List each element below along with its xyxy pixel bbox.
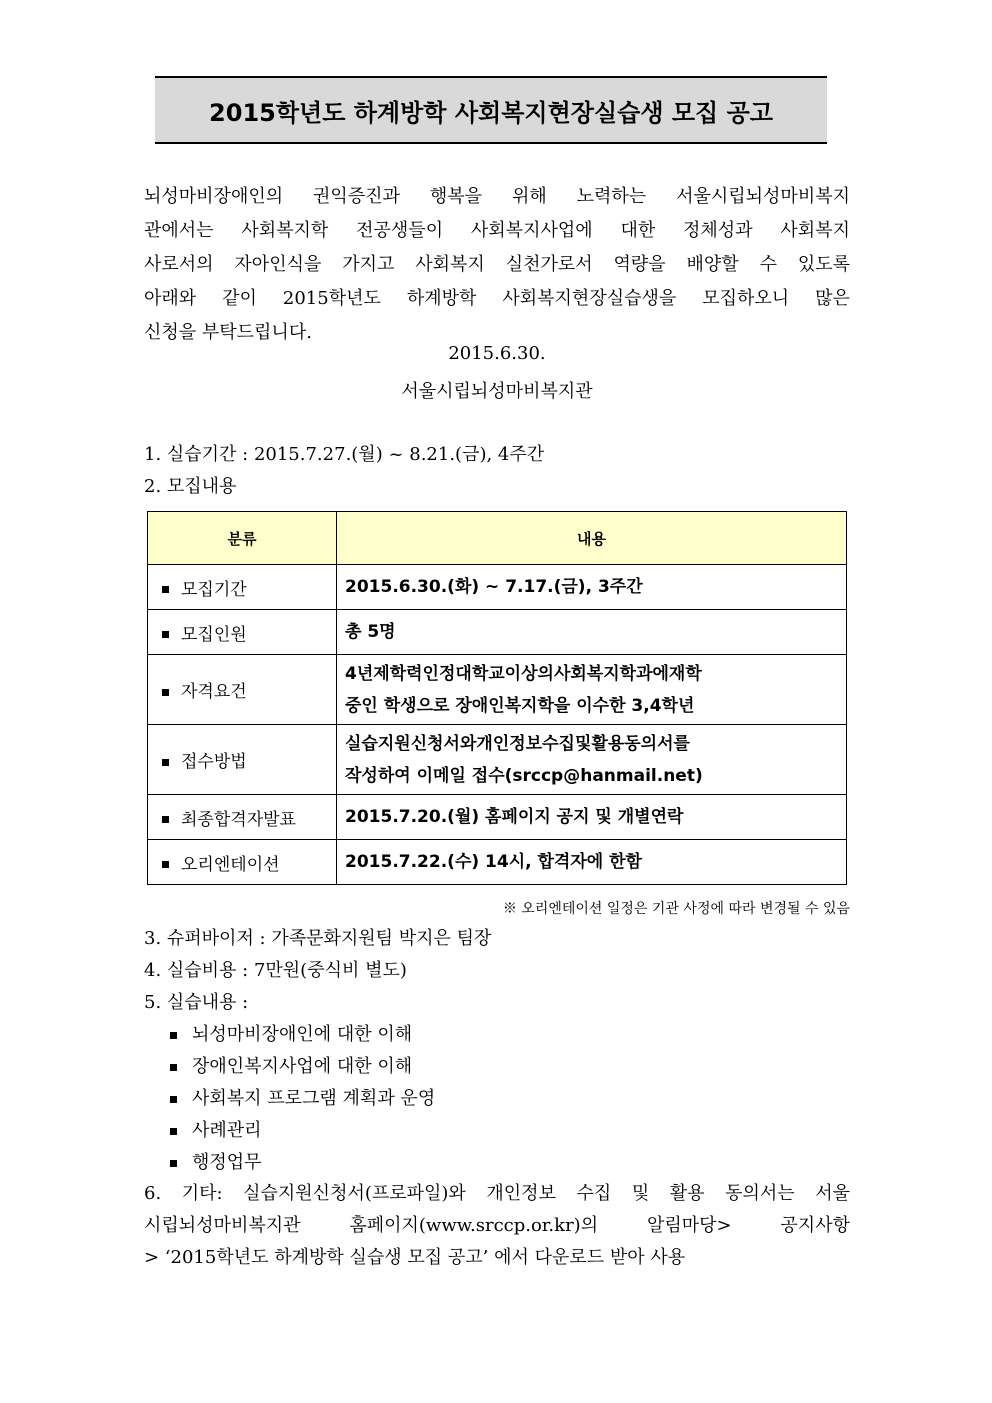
square-bullet-icon (170, 1032, 177, 1039)
category-label: 모집기간 (181, 579, 247, 600)
etc-paragraph (144, 1178, 850, 1274)
content-cell (337, 840, 847, 885)
page-title: 2015학년도 하계방학 사회복지현장실습생 모집 공고 (155, 76, 827, 144)
table-row (148, 795, 847, 840)
table-row (148, 655, 847, 725)
content-line: 2015.6.30.(화) ~ 7.17.(금), 3주간 (345, 577, 643, 597)
organization-name: 서울시립뇌성마비복지관 (401, 381, 593, 402)
content-cell (337, 610, 847, 655)
square-bullet-icon (170, 1096, 177, 1103)
schedule-note: ※ 오리엔테이션 일정은 기관 사정에 따라 변경될 수 있음 (502, 901, 850, 917)
table-header-row (148, 512, 847, 565)
square-bullet-icon (162, 816, 169, 823)
etc-line: 시립뇌성마비복지관 홈페이지(www.srccp.or.kr)의 알림마당> 공지사항 (144, 1215, 850, 1236)
category-label: 오리엔테이션 (181, 854, 280, 875)
table-row (148, 565, 847, 610)
list-item (170, 1148, 262, 1174)
category-cell (148, 795, 337, 840)
square-bullet-icon (170, 1160, 177, 1167)
etc-line: 6. 기타: 실습지원신청서(프로파일)와 개인정보 수집 및 활용 동의서는 서울 (144, 1183, 850, 1204)
category-cell (148, 565, 337, 610)
category-label: 접수방법 (181, 752, 247, 772)
intro-line: 신청을 부탁드립니다. (144, 322, 312, 343)
list-item (170, 1116, 262, 1142)
content-line: 중인 학생으로 장애인복지학을 이수한 3,4학년 (345, 695, 695, 716)
etc-line: > ‘2015학년도 하계방학 실습생 모집 공고’ 에서 다운로드 받아 사용 (144, 1247, 686, 1268)
content-line: 작성하여 이메일 접수(srccp@hanmail.net) (345, 765, 703, 786)
category-cell (148, 655, 337, 725)
list-item-text: 장애인복지사업에 대한 이해 (192, 1056, 413, 1077)
content-line: 4년제학력인정대학교이상의사회복지학과에재학 (345, 663, 702, 684)
list-item (170, 1020, 412, 1046)
content-cell (337, 725, 847, 795)
list-item (170, 1084, 435, 1110)
header-content: 내용 (337, 512, 847, 565)
intro-line: 사로서의 자아인식을 가지고 사회복지 실천가로서 역량을 배양할 수 있도록 (144, 254, 850, 275)
category-cell (148, 725, 337, 795)
table-row (148, 840, 847, 885)
category-label: 모집인원 (181, 624, 247, 645)
content-cell (337, 795, 847, 840)
header-category: 분류 (148, 512, 337, 565)
category-label: 최종합격자발표 (181, 809, 296, 830)
square-bullet-icon (162, 586, 169, 593)
intro-line: 뇌성마비장애인의 권익증진과 행복을 위해 노력하는 서울시립뇌성마비복지 (144, 186, 850, 207)
list-item (170, 1052, 412, 1078)
practice-content-heading: 5. 실습내용 : (144, 992, 249, 1013)
recruit-heading: 2. 모집내용 (144, 476, 237, 497)
square-bullet-icon (170, 1064, 177, 1071)
intro-paragraph (144, 180, 850, 350)
content-line: 실습지원신청서와개인정보수집및활용동의서를 (345, 733, 690, 754)
recruit-table (147, 511, 847, 885)
category-cell (148, 610, 337, 655)
category-label: 자격요건 (181, 682, 247, 702)
supervisor-line: 3. 슈퍼바이저 : 가족문화지원팀 박지은 팀장 (144, 928, 492, 949)
square-bullet-icon (170, 1128, 177, 1135)
cost-line: 4. 실습비용 : 7만원(중식비 별도) (144, 960, 407, 981)
list-item-text: 사회복지 프로그램 계획과 운영 (192, 1088, 436, 1109)
content-line: 2015.7.20.(월) 홈페이지 공지 및 개별연락 (345, 807, 684, 827)
content-cell (337, 655, 847, 725)
square-bullet-icon (162, 689, 169, 696)
category-cell (148, 840, 337, 885)
content-cell (337, 565, 847, 610)
content-line: 총 5명 (345, 622, 396, 642)
content-line: 2015.7.22.(수) 14시, 합격자에 한함 (345, 852, 642, 872)
square-bullet-icon (162, 759, 169, 766)
practice-period: 1. 실습기간 : 2015.7.27.(월) ~ 8.21.(금), 4주간 (144, 444, 545, 465)
square-bullet-icon (162, 631, 169, 638)
intro-line: 아래와 같이 2015학년도 하계방학 사회복지현장실습생을 모집하오니 많은 (144, 288, 850, 309)
list-item-text: 뇌성마비장애인에 대한 이해 (192, 1024, 413, 1045)
notice-date: 2015.6.30. (448, 343, 546, 364)
square-bullet-icon (162, 861, 169, 868)
table-row (148, 610, 847, 655)
intro-line: 관에서는 사회복지학 전공생들이 사회복지사업에 대한 정체성과 사회복지 (144, 220, 850, 241)
list-item-text: 사례관리 (192, 1120, 262, 1141)
list-item-text: 행정업무 (192, 1152, 262, 1173)
table-row (148, 725, 847, 795)
